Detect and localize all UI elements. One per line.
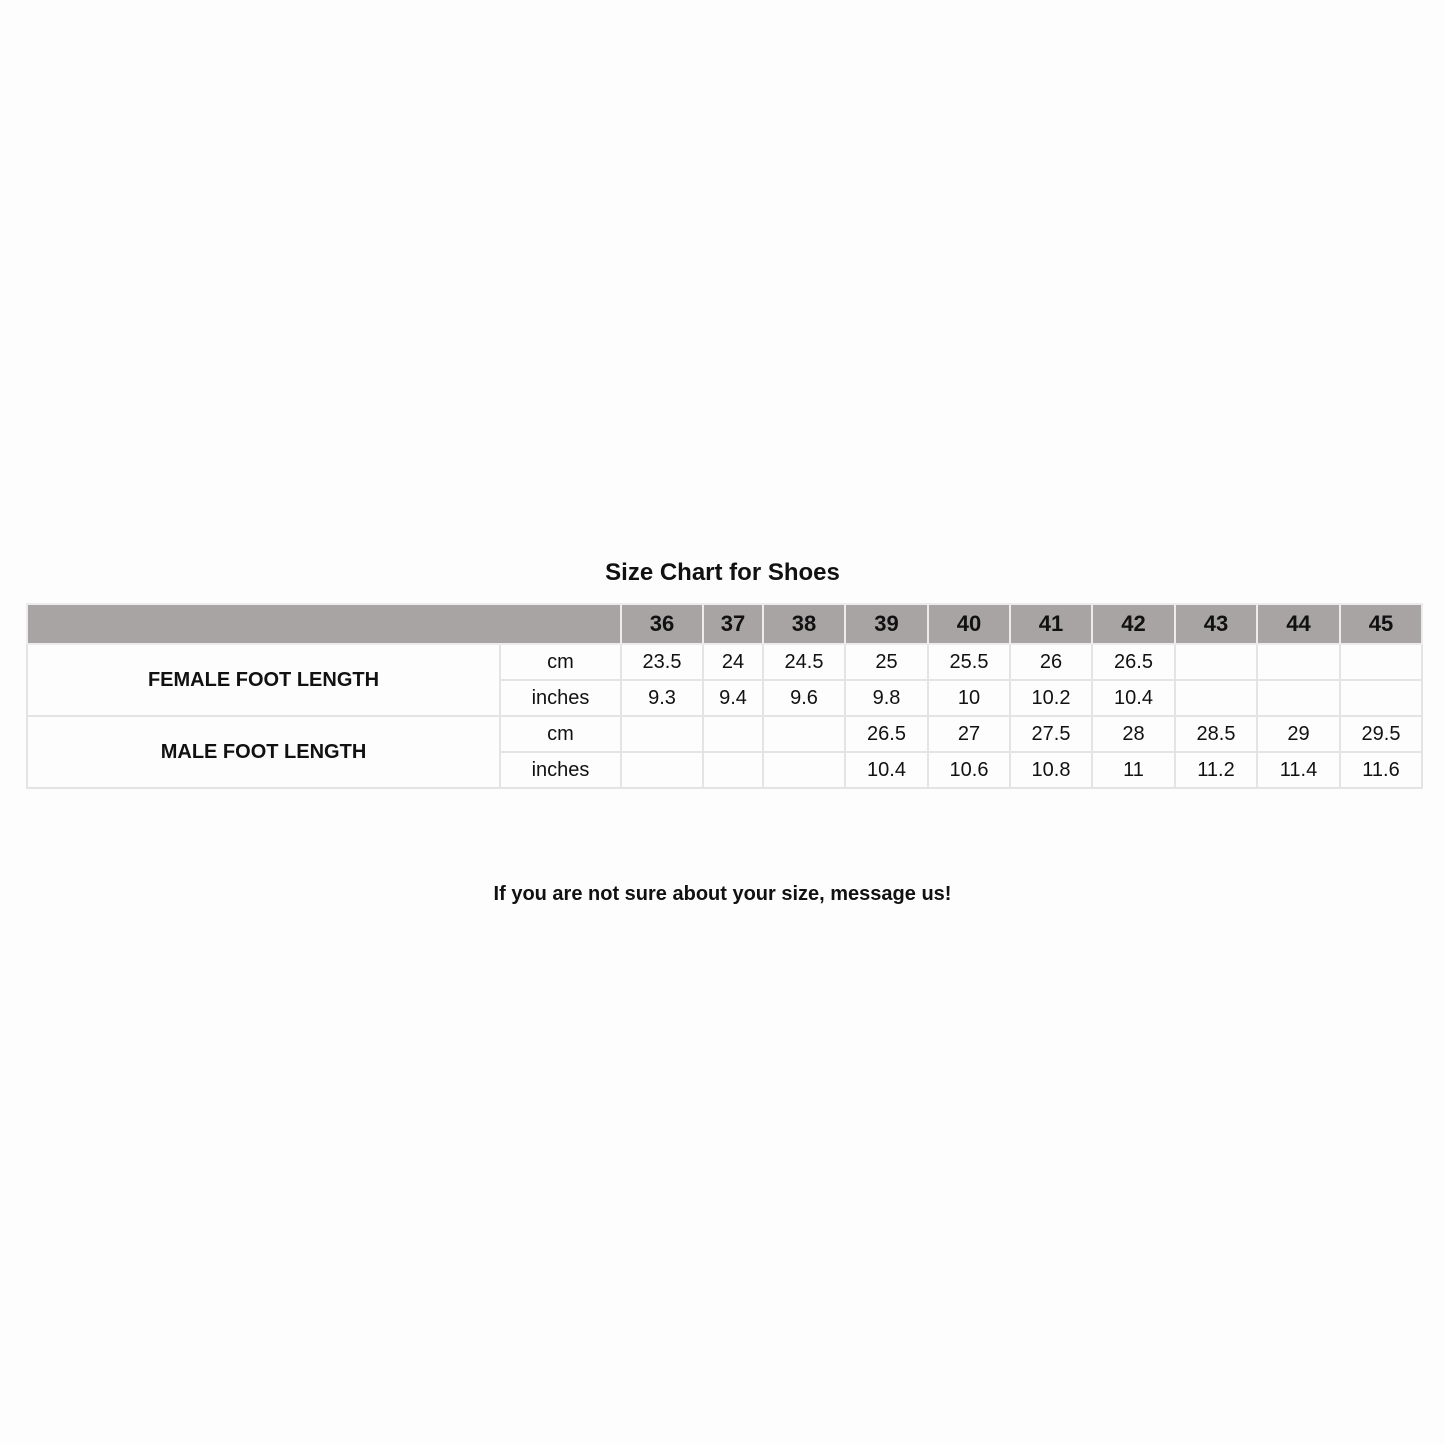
table-row [27, 716, 1422, 752]
value-cell [621, 752, 703, 788]
size-header-cell: 45 [1340, 604, 1422, 644]
value-cell: 26.5 [1092, 644, 1175, 680]
value-cell [703, 752, 763, 788]
value-cell [1340, 644, 1422, 680]
table-row [27, 644, 1422, 680]
value-cell: 28 [1092, 716, 1175, 752]
value-cell [1340, 680, 1422, 716]
page-title: Size Chart for Shoes [605, 559, 840, 586]
size-header-cell: 43 [1175, 604, 1257, 644]
unit-cell: inches [500, 680, 621, 716]
value-cell: 24 [703, 644, 763, 680]
value-cell: 10.6 [928, 752, 1010, 788]
value-cell: 24.5 [763, 644, 845, 680]
value-cell [763, 716, 845, 752]
header-blank-cell [27, 604, 621, 644]
size-chart-table [26, 603, 1423, 789]
value-cell: 9.4 [703, 680, 763, 716]
value-cell: 10.2 [1010, 680, 1092, 716]
value-cell: 11.4 [1257, 752, 1340, 788]
value-cell [1175, 680, 1257, 716]
size-help-note: If you are not sure about your size, message us! [493, 883, 952, 905]
size-header-cell: 37 [703, 604, 763, 644]
value-cell: 10 [928, 680, 1010, 716]
size-header-cell: 41 [1010, 604, 1092, 644]
value-cell: 11.2 [1175, 752, 1257, 788]
value-cell: 10.8 [1010, 752, 1092, 788]
size-header-cell: 39 [845, 604, 928, 644]
value-cell [1175, 644, 1257, 680]
value-cell [763, 752, 845, 788]
value-cell: 9.8 [845, 680, 928, 716]
value-cell: 27 [928, 716, 1010, 752]
value-cell: 10.4 [1092, 680, 1175, 716]
value-cell [703, 716, 763, 752]
male-foot-length-label: MALE FOOT LENGTH [27, 716, 500, 788]
unit-cell: cm [500, 644, 621, 680]
value-cell [1257, 680, 1340, 716]
value-cell [621, 716, 703, 752]
value-cell: 9.6 [763, 680, 845, 716]
size-header-cell: 36 [621, 604, 703, 644]
value-cell: 27.5 [1010, 716, 1092, 752]
value-cell: 29 [1257, 716, 1340, 752]
value-cell: 23.5 [621, 644, 703, 680]
value-cell [1257, 644, 1340, 680]
value-cell: 11 [1092, 752, 1175, 788]
value-cell: 26.5 [845, 716, 928, 752]
size-header-cell: 38 [763, 604, 845, 644]
value-cell: 26 [1010, 644, 1092, 680]
value-cell: 25.5 [928, 644, 1010, 680]
value-cell: 11.6 [1340, 752, 1422, 788]
value-cell: 28.5 [1175, 716, 1257, 752]
value-cell: 10.4 [845, 752, 928, 788]
size-header-cell: 40 [928, 604, 1010, 644]
size-header-row [27, 604, 1422, 644]
size-header-cell: 44 [1257, 604, 1340, 644]
value-cell: 25 [845, 644, 928, 680]
size-header-cell: 42 [1092, 604, 1175, 644]
value-cell: 29.5 [1340, 716, 1422, 752]
unit-cell: cm [500, 716, 621, 752]
unit-cell: inches [500, 752, 621, 788]
value-cell: 9.3 [621, 680, 703, 716]
female-foot-length-label: FEMALE FOOT LENGTH [27, 644, 500, 716]
